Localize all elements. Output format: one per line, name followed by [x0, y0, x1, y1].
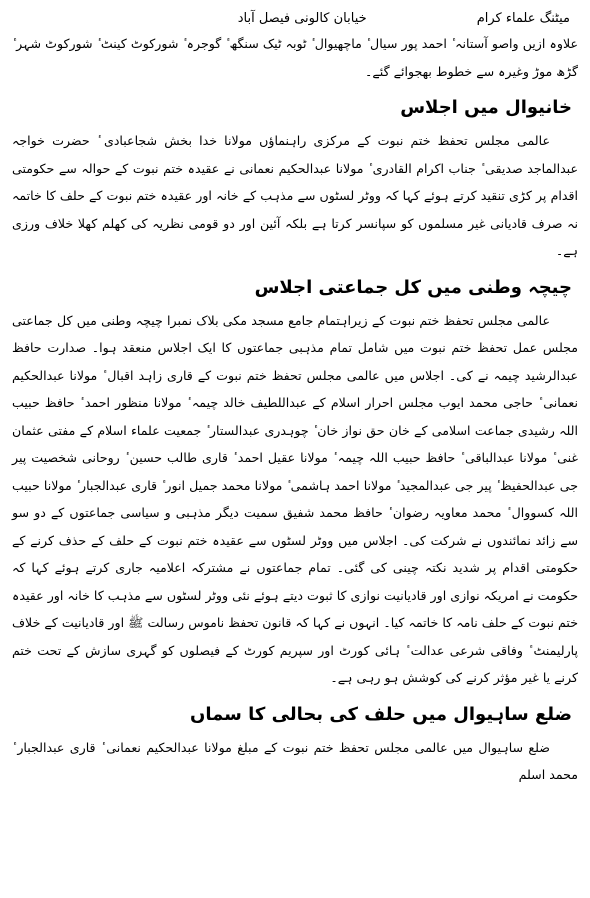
section-heading-khanewal: خانیوال میں اجلاس	[400, 97, 572, 118]
intro-paragraph: علاوہ ازیں واصو آستانہ ٔ احمد پور سیال ٔ ماچھیوال ٔ ٹوبہ ٹیک سنگھ ٔ گوجرہ ٔ شورکوٹ کینٹ ٔ شورکوٹ شہر ٔ گڑھ موڑ وغیرہ سے خطوط بھجوائے گئے۔	[12, 36, 578, 79]
header-row	[12, 8, 578, 30]
section-paragraph-sahiwal: ضلع ساہیوال میں عالمی مجلس تحفظ ختم نبوت کے مبلغ مولانا عبدالحکیم نعمانی ٔ قاری عبدالجبار ٔ محمد اسلم	[12, 739, 578, 782]
section-heading-sahiwal: ضلع ساہیوال میں حلف کی بحالی کا سماں	[189, 703, 572, 725]
header-title-meeting: میٹنگ علماء کرام	[476, 11, 570, 26]
section-paragraph-khanewal: عالمی مجلس تحفظ ختم نبوت کے مرکزی راہنماؤں مولانا خدا بخش شجاعبادی ٔ حضرت خواجہ عبدالماجد صدیقی ٔ جناب اکرام القادری ٔ مولانا عبدالحکیم نعمانی نے عقیدہ ختم نبوت کے حوالہ سے حکومتی اقدام پر کڑی تنقید کرتے ہوئے کہا کہ ووٹر لسٹوں سے مذہب کے خانہ اور عقیدہ ختم نبوت کے حلف کا خاتمہ نہ صرف قادیانی غیر مسلموں کو سپانسر کرتا ہے بلکہ آئین اور دو قومی نظریہ کی کھلم کھلا خلاف ورزی ہے۔	[12, 133, 578, 258]
section-heading-chichawatni: چیچہ وطنی میں کل جماعتی اجلاس	[254, 276, 572, 298]
section-paragraph-chichawatni: عالمی مجلس تحفظ ختم نبوت کے زیراہتمام جامع مسجد مکی بلاک نمبرا چیچہ وطنی میں کل جماعتی مجلس عمل تحفظ ختم نبوت میں شامل تمام مذہبی جماعتوں کا ایک اجلاس منعقد ہوا۔ صدارت حافظ عبدالرشید چیمہ نے کی۔ اجلاس میں عالمی مجلس تحفظ ختم نبوت کے قاری زاہد اقبال ٔ مولانا عبدالحکیم نعمانی ٔ حاجی محمد ایوب مجلس احرار اسلام کے عبداللطیف خالد چیمہ ٔ مولانا منظور احمد ٔ حافظ حبیب اللہ رشیدی جماعت اسلامی کے خان حق نواز خان ٔ چوہدری عبدالستار ٔ جمعیت علماء اسلام کے مفتی عثمان غنی ٔ مولانا عبدالباقی ٔ حافظ حبیب اللہ چیمہ ٔ مولانا عقیل احمد ٔ قاری طالب حسین ٔ روحانی شخصیت پیر جی عبدالحفیظ ٔ پیر جی عبدالمجید ٔ مولانا احمد ہاشمی ٔ مولانا محمد جمیل انور ٔ قاری عبدالجبار ٔ مولانا حبیب اللہ کسووال ٔ محمد معاویہ رضوان ٔ حافظ محمد شفیق سمیت دیگر مذہبی و سیاسی جماعتوں کے دو سو سے زائد نمائندوں نے شرکت کی۔ اجلاس میں ووٹر لسٹوں سے عقیدہ ختم نبوت کے حلف کے حذف کرنے کے حکومتی اقدام پر شدید نکتہ چینی کی گئی۔ تمام جماعتوں نے مشترکہ اعلامیہ جاری کرتے ہوئے کہا کہ حکومت نے امریکہ نوازی اور قادیانیت نوازی کا ثبوت دیتے ہوئے نئی ووٹر لسٹوں سے مذہب کا خانہ اور عقیدہ ختم نبوت کے حلف نامہ کا خاتمہ کیا۔ انہوں نے کہا کہ قانون تحفظ ناموس رسالت ﷺ اور قادیانیت کے خلاف پارلیمنٹ ٔ وفاقی شرعی عدالت ٔ ہائی کورٹ اور سپریم کورٹ کے فیصلوں کو گہری سازش کے تحت ختم کرنے یا غیر مؤثر کرنے کی کوشش ہو رہی ہے۔	[12, 312, 578, 685]
header-title-location: خیابان کالونی فیصل آباد	[237, 11, 367, 26]
